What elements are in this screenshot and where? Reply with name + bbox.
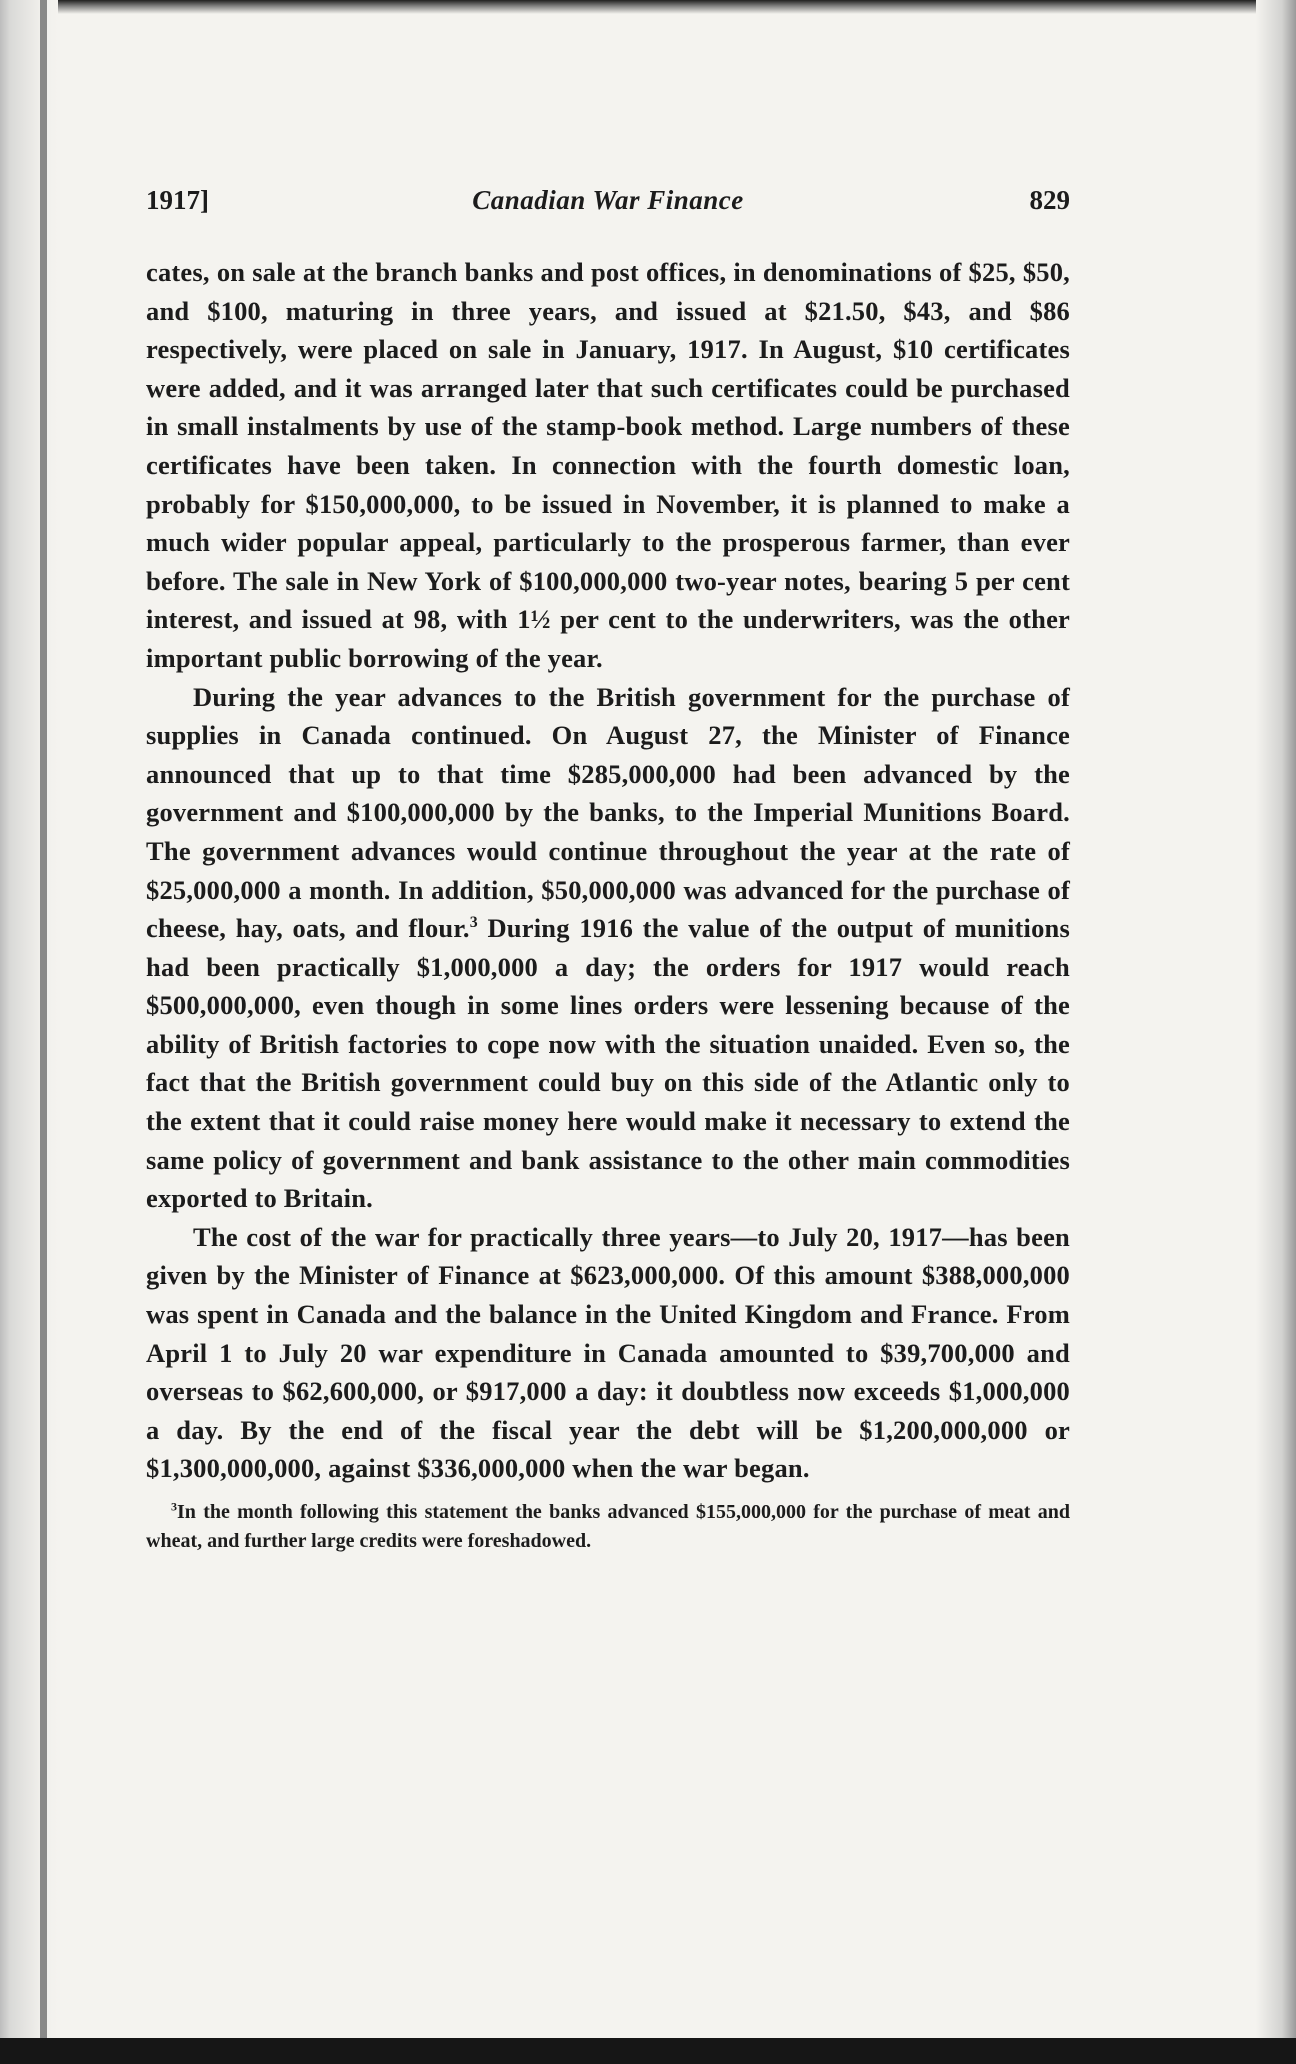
scan-left-edge: [0, 0, 58, 2064]
scan-top-edge: [0, 0, 1296, 14]
footnote-text: In the month following this statement the banks advanced $155,000,000 for the purchase of meat and wheat, and further large credits were foreshadowed.: [146, 1501, 1070, 1552]
paragraph-2: [146, 678, 1070, 1218]
footnote-marker: 3: [171, 1499, 177, 1514]
page-number: 829: [1029, 185, 1070, 215]
page-binding-shadow: [40, 0, 47, 2064]
book-page: [146, 185, 1070, 1555]
paragraph-2-continued: During 1916 the value of the output of munitions had been practically $1,000,000 a day; the orders for 1917 would reach $500,000,000, even though in some lines orders were lessening because of the ability of British factories to cope now with the situation unaided. Even so, the fact that the British government could buy on this side of the Atlantic only to the extent that it could raise money here would make it necessary to extend the same policy of government and bank assistance to the other main commodities exported to Britain.: [146, 913, 1071, 1214]
header-title: Canadian War Finance: [472, 185, 744, 215]
header-year: 1917]: [146, 185, 209, 215]
paragraph-1: cates, on sale at the branch banks and post offices, in denominations of $25, $50, and $100, maturing in three years, and issued at $21.50, $43, and $86 respectively, were placed on sale in January, 1917. In August, $10 certificates were added, and it was arranged later that such certificates could be purchased in small instalments by use of the stamp-book method. Large numbers of these certificates have been taken. In connection with the fourth domestic loan, probably for $150,000,000, to be issued in November, it is planned to make a much wider popular appeal, particularly to the prosperous farmer, than ever before. The sale in New York of $100,000,000 two-year notes, bearing 5 per cent interest, and issued at 98, with 1½ per cent to the underwriters, was the other important public borrowing of the year.: [146, 257, 1070, 673]
scan-bottom-edge: [0, 2038, 1296, 2064]
running-head: [146, 185, 1070, 233]
footnote: [146, 1498, 1070, 1555]
paragraph-2-text: During the year advances to the British government for the purchase of supplies in Canada continued. On August 27, the Minister of Finance announced that up to that time $285,000,000 had been advanced by the government and $100,000,000 by the banks, to the Imperial Munitions Board. The government advances would continue throughout the year at the rate of $25,000,000 a month. In addition, $50,000,000 was advanced for the purchase of cheese, hay, oats, and flour.: [146, 681, 1070, 944]
footnote-reference: 3: [469, 914, 478, 932]
scan-right-edge: [1256, 0, 1296, 2064]
paragraph-3: The cost of the war for practically three years—to July 20, 1917—has been given by the Minister of Finance at $623,000,000. Of this amount $388,000,000 was spent in Canada and the balance in the United Kingdom and France. From April 1 to July 20 war expenditure in Canada amounted to $39,700,000 and overseas to $62,600,000, or $917,000 a day: it doubtless now exceeds $1,000,000 a day. By the end of the fiscal year the debt will be $1,200,000,000 or $1,300,000,000, against $336,000,000 when the war began.: [146, 1221, 1070, 1484]
body-text: [146, 253, 1070, 1488]
